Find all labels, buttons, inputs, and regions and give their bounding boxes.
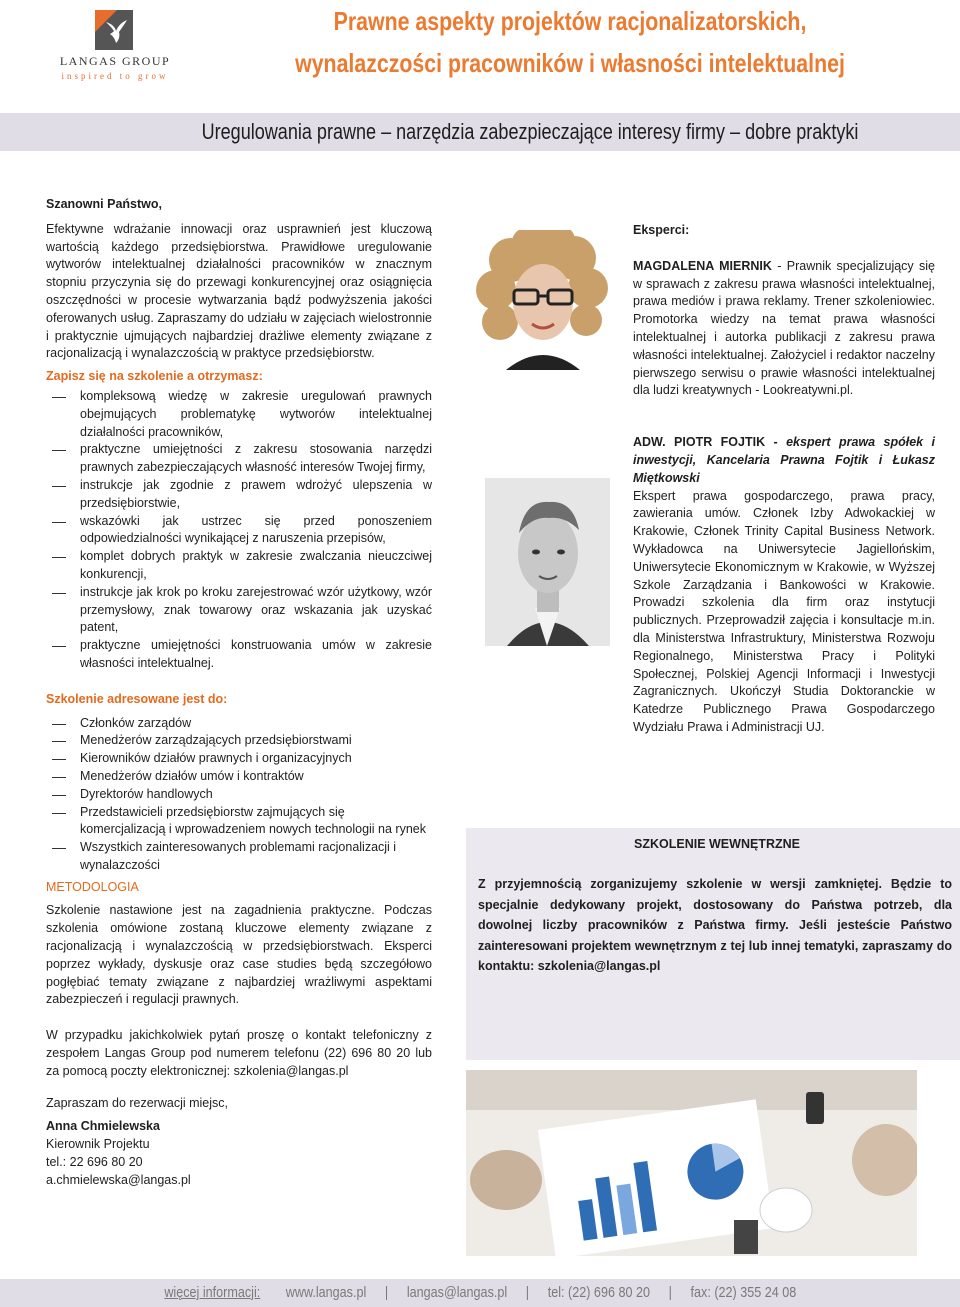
contact-text: W przypadku jakichkolwiek pytań proszę o kontakt telefoniczny z zespołem Langas Group pod numerem telefonu (22) 696 80 20 lub za pomocą poczty elektronicznej: szkolenia@langas.pl <box>46 1028 432 1078</box>
footer-web-link[interactable]: www.langas.pl <box>285 1284 367 1301</box>
expert2-photo <box>485 478 610 646</box>
logo-mark-icon <box>95 10 133 50</box>
subtitle-band <box>0 113 960 151</box>
meeting-photo <box>466 1070 917 1256</box>
inhouse-title: SZKOLENIE WEWNĘTRZNE <box>634 837 800 851</box>
title-line-2: wynalazczości pracowników i własności intelektualnej <box>295 48 845 78</box>
list-item: instrukcje jak krok po kroku zarejestrować wzór użytkowy, wzór przemysłowy, znak towarowy oraz wskazania jak uzyskać patent, <box>46 584 432 637</box>
left-column <box>46 196 432 1190</box>
footer-band <box>0 1279 960 1307</box>
list-item: Dyrektorów handlowych <box>46 786 432 804</box>
intro-paragraph: Efektywne wdrażanie innowacji oraz usprawnień jest kluczową wartością każdego przedsiębiorstwa. Prawidłowe uregulowanie wytworów intelektualnej działalności pracowników w znacznym stopniu przyczynia się do przewagi konkurencyjnej oraz osiągnięcia oszczędności w procesie wytwarzania bądź podwyższenia jakości oferowanych usług. Zapraszamy do udziału w zajęciach wielostronnie i praktycznie ujmujących najbardziej drażliwe elementy związane z racjonalizacją i wynalazczością w praktyce przedsiębiorstw. <box>46 221 432 361</box>
footer-more-link[interactable]: więcej informacji: <box>164 1284 261 1301</box>
audience-list <box>46 715 432 875</box>
list-item: Kierowników działów prawnych i organizacyjnych <box>46 750 432 768</box>
footer-separator: | <box>525 1284 530 1301</box>
contact-role: Kierownik Projektu <box>46 1137 150 1152</box>
list-item: praktyczne umiejętności konstruowania umów w zakresie własności intelektualnej. <box>46 637 432 673</box>
page-subtitle: Uregulowania prawne – narzędzia zabezpieczające interesy firmy – dobre praktyki <box>201 119 859 144</box>
expert1-name: MAGDALENA MIERNIK <box>633 258 772 273</box>
footer-email-link[interactable]: langas@langas.pl <box>406 1284 508 1301</box>
page-title <box>258 0 881 84</box>
contact-invite: Zapraszam do rezerwacji miejsc, <box>46 1095 228 1110</box>
methodology-heading: METODOLOGIA <box>46 879 139 894</box>
footer-contact <box>77 1279 883 1307</box>
inhouse-training-box <box>466 828 960 1060</box>
list-item: kompleksową wiedzę w zakresie uregulowań prawnych obejmujących problematykę wytworów intelektualnej działalności pracowników, <box>46 388 432 441</box>
list-item: Wszystkich zainteresowanych problemami racjonalizacji i wynalazczości <box>46 839 432 875</box>
footer-tel: tel: (22) 696 80 20 <box>547 1284 650 1301</box>
expert1-text: - Prawnik specjalizujący się w sprawach z zakresu prawa własności intelektualnej, prawa mediów i prawa reklamy. Trener szkoleniowiec. Promotorka wiedzy na temat prawa własności intelektualnej i autorka publikacji z zakresu prawa własności intelektualnej. Założyciel i redaktor naczelny pierwszego serwisu o prawie własności intelektualnej dla ludzi kreatywnych - Lookreatywni.pl. <box>633 258 936 398</box>
expert2-role: ekspert prawa spółek i inwestycji, Kancelaria Prawna Fojtik i Łukasz Miętkowski <box>633 435 936 485</box>
benefits-heading: Zapisz się na szkolenie a otrzymasz: <box>46 369 263 384</box>
bird-icon <box>104 18 128 44</box>
audience-heading: Szkolenie adresowane jest do: <box>46 691 228 706</box>
contact-name: Anna Chmielewska <box>46 1119 160 1134</box>
expert2-name: ADW. PIOTR FOJTIK - <box>633 435 778 450</box>
list-item: Przedstawicieli przedsiębiorstw zajmujących się komercjalizacją i wprowadzeniem nowych technologii na rynek <box>46 804 432 840</box>
logo-name: LANGAS GROUP <box>59 54 171 68</box>
langas-logo <box>55 8 175 84</box>
contact-email: a.chmielewska@langas.pl <box>46 1172 191 1187</box>
list-item: wskazówki jak ustrzec się przed ponoszeniem odpowiedzialności wynikającej z naruszenia przepisów, <box>46 513 432 549</box>
experts-heading: Eksperci: <box>633 223 690 237</box>
list-item: instrukcje jak zgodnie z prawem wdrożyć ulepszenia w przedsiębiorstwie, <box>46 477 432 513</box>
footer-fax: fax: (22) 355 24 08 <box>690 1284 797 1301</box>
experts-column <box>633 222 935 737</box>
greeting: Szanowni Państwo, <box>46 197 162 211</box>
title-line-1: Prawne aspekty projektów racjonalizatorskich, <box>333 6 807 36</box>
expert2-header <box>633 434 935 487</box>
benefits-list <box>46 388 432 673</box>
expert1-photo <box>476 230 610 370</box>
footer-separator: | <box>668 1284 672 1301</box>
contact-phone: tel.: 22 696 80 20 <box>46 1155 143 1170</box>
list-item: Członków zarządów <box>46 715 432 733</box>
list-item: Menedżerów działów umów i kontraktów <box>46 768 432 786</box>
expert2-text: Ekspert prawa gospodarczego, prawa pracy, zawierania umów. Członek Izby Adwokackiej w Krakowie, Członek Trinity Capital Business Network. Wykładowca na Uniwersytecie Jagiellońskim, Uniwersytecie Ekonomicznym w Krakowie, w Wyższej Szkole Zarządzania i Bankowości w Krakowie. Prowadzi szkolenia dla firm oraz instytucji publicznych. Przeprowadził zajęcia i konsultacje m.in. dla Ministerstwa Infrastruktury, Ministerstwa Rozwoju Regionalnego, Ministerstwa Pracy i Polityki Społecznej, Polskiej Agencji Informacji i Inwestycji Zagranicznych. Ukończył Studia Doktoranckie w Katedrze Publicznego Prawa Gospodarczego Wydziału Prawa i Administracji UJ. <box>633 488 935 734</box>
inhouse-text: Z przyjemnością zorganizujemy szkolenie w wersji zamkniętej. Będzie to specjalnie dedykowany projekt, dostosowany do Państwa potrzeb, dla dowolnej liczby pracowników z Państwa firmy. Jeśli jesteście Państwo zainteresowani projektem wewnętrznym z tej lub innej tematyki, zapraszamy do kontaktu: szkolenia@langas.pl <box>478 877 952 973</box>
methodology-text: Szkolenie nastawione jest na zagadnienia praktyczne. Podczas szkolenia omówione zostaną kluczowe elementy związane z racjonalizacją i wynalazczością w przedsiębiorstwach. Eksperci poprzez wykłady, dyskusje oraz case studies będą szczegółowo pogłębiać tematy związane z najbardziej wrażliwymi aspektami zabezpieczeń i regulacji prawnych. <box>46 903 432 1007</box>
logo-tagline: inspired to grow <box>61 71 169 81</box>
list-item: praktyczne umiejętności z zakresu stosowania narzędzi prawnych zabezpieczających własność interesów Twojej firmy, <box>46 441 432 477</box>
list-item: komplet dobrych praktyk w zakresie zwalczania nieuczciwej konkurencji, <box>46 548 432 584</box>
list-item: Menedżerów zarządzających przedsiębiorstwami <box>46 732 432 750</box>
footer-separator: | <box>384 1284 389 1301</box>
expert1-bio <box>633 258 935 400</box>
